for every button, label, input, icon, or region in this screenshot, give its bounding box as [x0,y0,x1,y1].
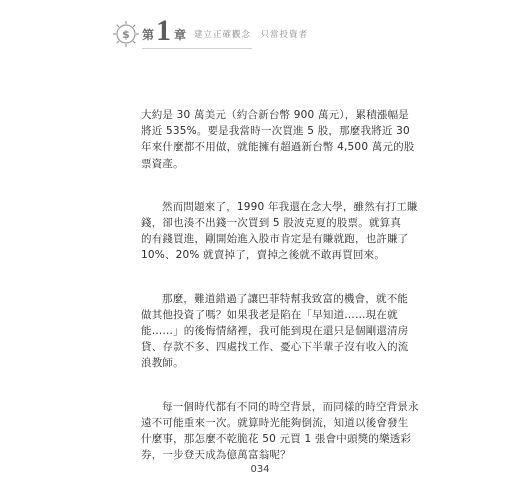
text-line: 每一個時代都有不同的時空背景，而同樣的時空背景永 [162,400,419,413]
text-line: 那麼，難道錯過了讓巴菲特幫我致富的機會，就不能 [162,292,409,305]
text-line: 做其他投資了嗎？如果我老是陷在「早知道……現在就 [141,308,398,321]
text-line: 將近 535%。要是我當時一次買進 5 股，那麼我將近 30 [141,125,410,138]
text-line: 的有錢買進，剛開始進入股市肯定是有賺就跑，也許賺了 [141,233,409,246]
paragraph-3 [141,291,409,372]
dollar-coin-gear-icon [112,20,140,48]
text-line: 票資產。 [141,157,184,170]
chapter-header [112,14,412,50]
paragraph-2 [141,199,418,264]
chapter-prefix: 第 [142,28,155,42]
paragraph-4 [141,399,419,464]
text-line: 能……」的後悔情緒裡，我可能到現在還只是個剛還清房 [141,325,409,338]
paragraph-1 [141,107,415,172]
page-number: 034 [250,464,270,475]
chapter-suffix: 章 [174,28,187,42]
text-line: 券，一步登天成為億萬富翁呢？ [141,449,291,462]
text-line: 遠不可能重來一次。就算時光能夠倒流，知道以後會發生 [141,416,409,429]
svg-text:$: $ [122,28,130,41]
text-line: 年來什麼都不用做，就能擁有超過新台幣 4,500 萬元的股 [141,141,415,154]
text-line: 浪教師。 [141,357,184,370]
text-line: 然而問題來了，1990 年我還在念大學，雖然有打工賺 [162,200,418,213]
text-line: 貸、存款不多、四處找工作、憂心下半輩子沒有收入的流 [141,341,409,354]
text-line: 什麼事，那怎麼不乾脆花 50 元買 1 張會中頭獎的樂透彩 [141,433,412,446]
chapter-number: 1 [156,14,171,47]
chapter-title: 建立正確觀念 只當投資者 [194,30,309,40]
text-line: 大約是 30 萬美元（約合新台幣 900 萬元），累積漲幅是 [141,109,410,121]
body-text [141,107,419,490]
text-line: 錢，卻也湊不出錢一次買到 5 股波克夏的股票。就算真 [141,217,402,230]
text-line: 10%、20% 就賣掉了，賣掉之後就不敢再買回來。 [141,249,386,262]
header-divider [142,48,252,49]
